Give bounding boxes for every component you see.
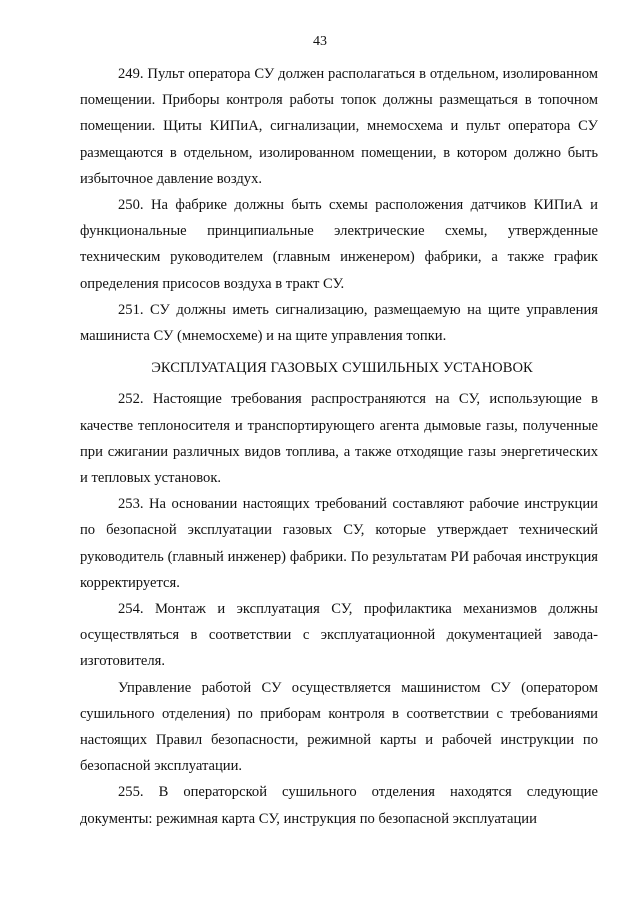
paragraph-control: Управление работой СУ осуществляется машинистом СУ (оператором сушильного отделения) по приборам контроля в соответствии с требованиями настоящих Правил безопасности, режимной карты и рабочей инструкции по безопасной эксплуатации. xyxy=(80,679,598,775)
paragraph-251: 251. СУ должны иметь сигнализацию, размещаемую на щите управления машиниста СУ (мнемосхеме) и на щите управления топки. xyxy=(80,301,598,345)
section-heading: ЭКСПЛУАТАЦИЯ ГАЗОВЫХ СУШИЛЬНЫХ УСТАНОВОК xyxy=(151,360,533,377)
paragraph-254: 254. Монтаж и эксплуатация СУ, профилактика механизмов должны осуществляться в соответствии с эксплуатационной документацией завода-изготовителя. xyxy=(80,601,598,670)
paragraph-252: 252. Настоящие требования распространяются на СУ, использующие в качестве теплоносителя и транспортирующего агента дымовые газы, полученные при сжигании различных видов топлива, а также отходящие газы энергетических и тепловых установок. xyxy=(80,391,598,487)
paragraph-253: 253. На основании настоящих требований составляют рабочие инструкции по безопасной эксплуатации газовых СУ, которые утверждает технический руководитель (главный инженер) фабрики. По результатам РИ рабочая инструкция корректируется. xyxy=(80,496,598,591)
document-body xyxy=(80,61,598,832)
page-number: 43 xyxy=(313,34,327,49)
paragraph-250: 250. На фабрике должны быть схемы расположения датчиков КИПиА и функциональные принципиальные электрические схемы, утвержденные техническим руководителем (главным инженером) фабрики, а также график определения присосов воздуха в тракт СУ. xyxy=(80,197,598,292)
paragraph-249: 249. Пульт оператора СУ должен располагаться в отдельном, изолированном помещении. Приборы контроля работы топок должны размещаться в топочном помещении. Щиты КИПиА, сигнализации, мнемосхема и пульт оператора СУ размещаются в отдельном, изолированном помещении, в котором должно быть избыточное давление воздух. xyxy=(80,66,598,187)
paragraph-255: 255. В операторской сушильного отделения находятся следующие документы: режимная карта СУ, инструкция по безопасной эксплуатации xyxy=(80,784,598,827)
